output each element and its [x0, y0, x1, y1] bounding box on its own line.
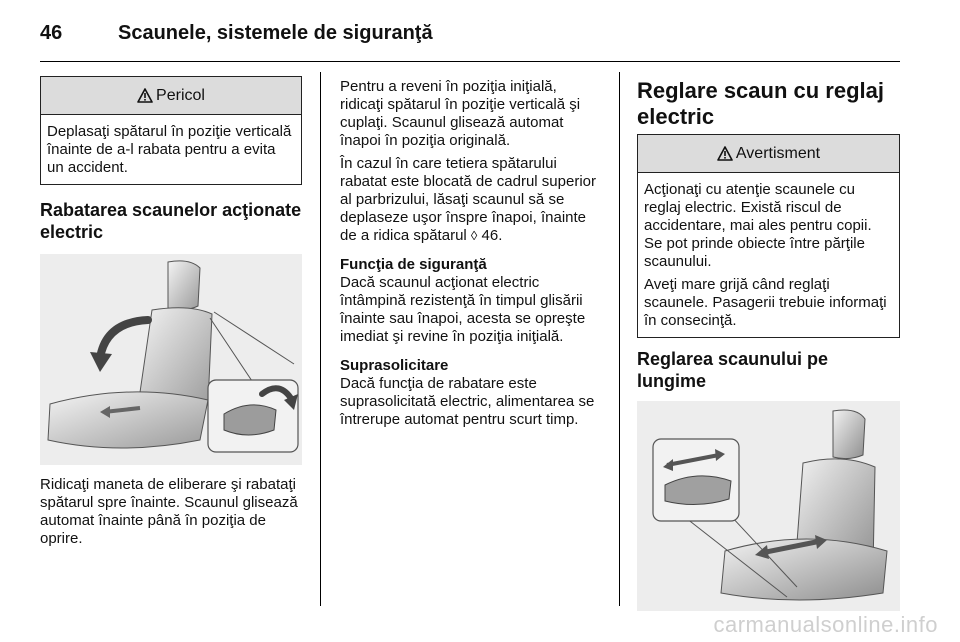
- page-reference-icon: ◊: [470, 228, 478, 243]
- subheading-overload: Suprasolicitare: [340, 357, 449, 374]
- column-2: [340, 78, 602, 429]
- danger-title: Pericol: [156, 86, 205, 104]
- column-divider: [619, 72, 620, 606]
- section-heading-folding: Rabatarea scaunelor acţionate electric: [40, 200, 302, 242]
- danger-body: [41, 115, 301, 184]
- warning-title: Avertisment: [735, 144, 821, 162]
- column-1: [40, 76, 302, 548]
- seat-length-illustration: [637, 401, 900, 611]
- warning-triangle-icon: [717, 146, 733, 161]
- page-number: 46: [40, 22, 63, 44]
- headrest-note: [340, 155, 602, 245]
- warning-text-1: Acţionaţi cu atenţie scaunele cu reglaj electric. Există riscul de accidentare, mai ales pentru copii. Se pot prinde obiecte între părţile scaunului.: [644, 181, 872, 270]
- seat-folding-drawing: [40, 254, 302, 465]
- warning-body: [638, 173, 899, 337]
- page-header: [40, 14, 900, 62]
- headrest-note-text: În cazul în care tetiera spătarului rabatat este blocată de cadrul superior al parbrizului, lăsaţi scaunul să se deplaseze uşor înspre înapoi, înainte de a ridica spătarul: [340, 155, 596, 244]
- danger-box-header: [41, 77, 301, 115]
- watermark: carmanualsonline.info: [713, 612, 938, 637]
- warning-text-2: Aveţi mare grijă când reglaţi scaunele. Pasagerii trebuie informaţi în consecinţă.: [644, 276, 887, 329]
- seat-length-drawing: [637, 401, 900, 611]
- warning-box: [637, 134, 900, 338]
- folding-instructions: Ridicaţi maneta de eliberare şi rabataţi spătarul spre înainte. Scaunul glisează automat înainte până în poziţia de oprire.: [40, 476, 298, 547]
- overload-text: Dacă funcţia de rabatare este suprasolicitată electric, alimentarea se întrerupe automat pentru scurt timp.: [340, 375, 595, 428]
- column-divider: [320, 72, 321, 606]
- column-3: [637, 78, 900, 611]
- subheading-safety-function: Funcţia de siguranţă: [340, 256, 487, 273]
- safety-function-text: Dacă scaunul acţionat electric întâmpină rezistenţă în timpul glisării înainte sau înapoi, acesta se opreşte imediat şi revine în poziţia iniţială.: [340, 274, 586, 345]
- page-reference-link[interactable]: 46.: [481, 227, 503, 244]
- warning-triangle-icon: [137, 88, 153, 103]
- warning-box-header: [638, 135, 899, 173]
- subheading-length-adjust: Reglarea scaunului pe lungime: [637, 349, 829, 391]
- return-instructions: Pentru a reveni în poziţia iniţială, ridicaţi spătarul în poziţie verticală şi cuplaţi. Scaunul glisează automat înapoi în poziţia originală.: [340, 78, 581, 149]
- section-heading-electric-seat: Reglare scaun cu reglaj electric: [637, 78, 884, 129]
- danger-text: Deplasaţi spătarul în poziţie verticală înainte de a-l rabata pentru a evita un accident.: [47, 123, 292, 176]
- page-title: Scaunele, sistemele de siguranţă: [118, 22, 433, 44]
- danger-box: [40, 76, 302, 185]
- seat-folding-illustration: [40, 254, 302, 465]
